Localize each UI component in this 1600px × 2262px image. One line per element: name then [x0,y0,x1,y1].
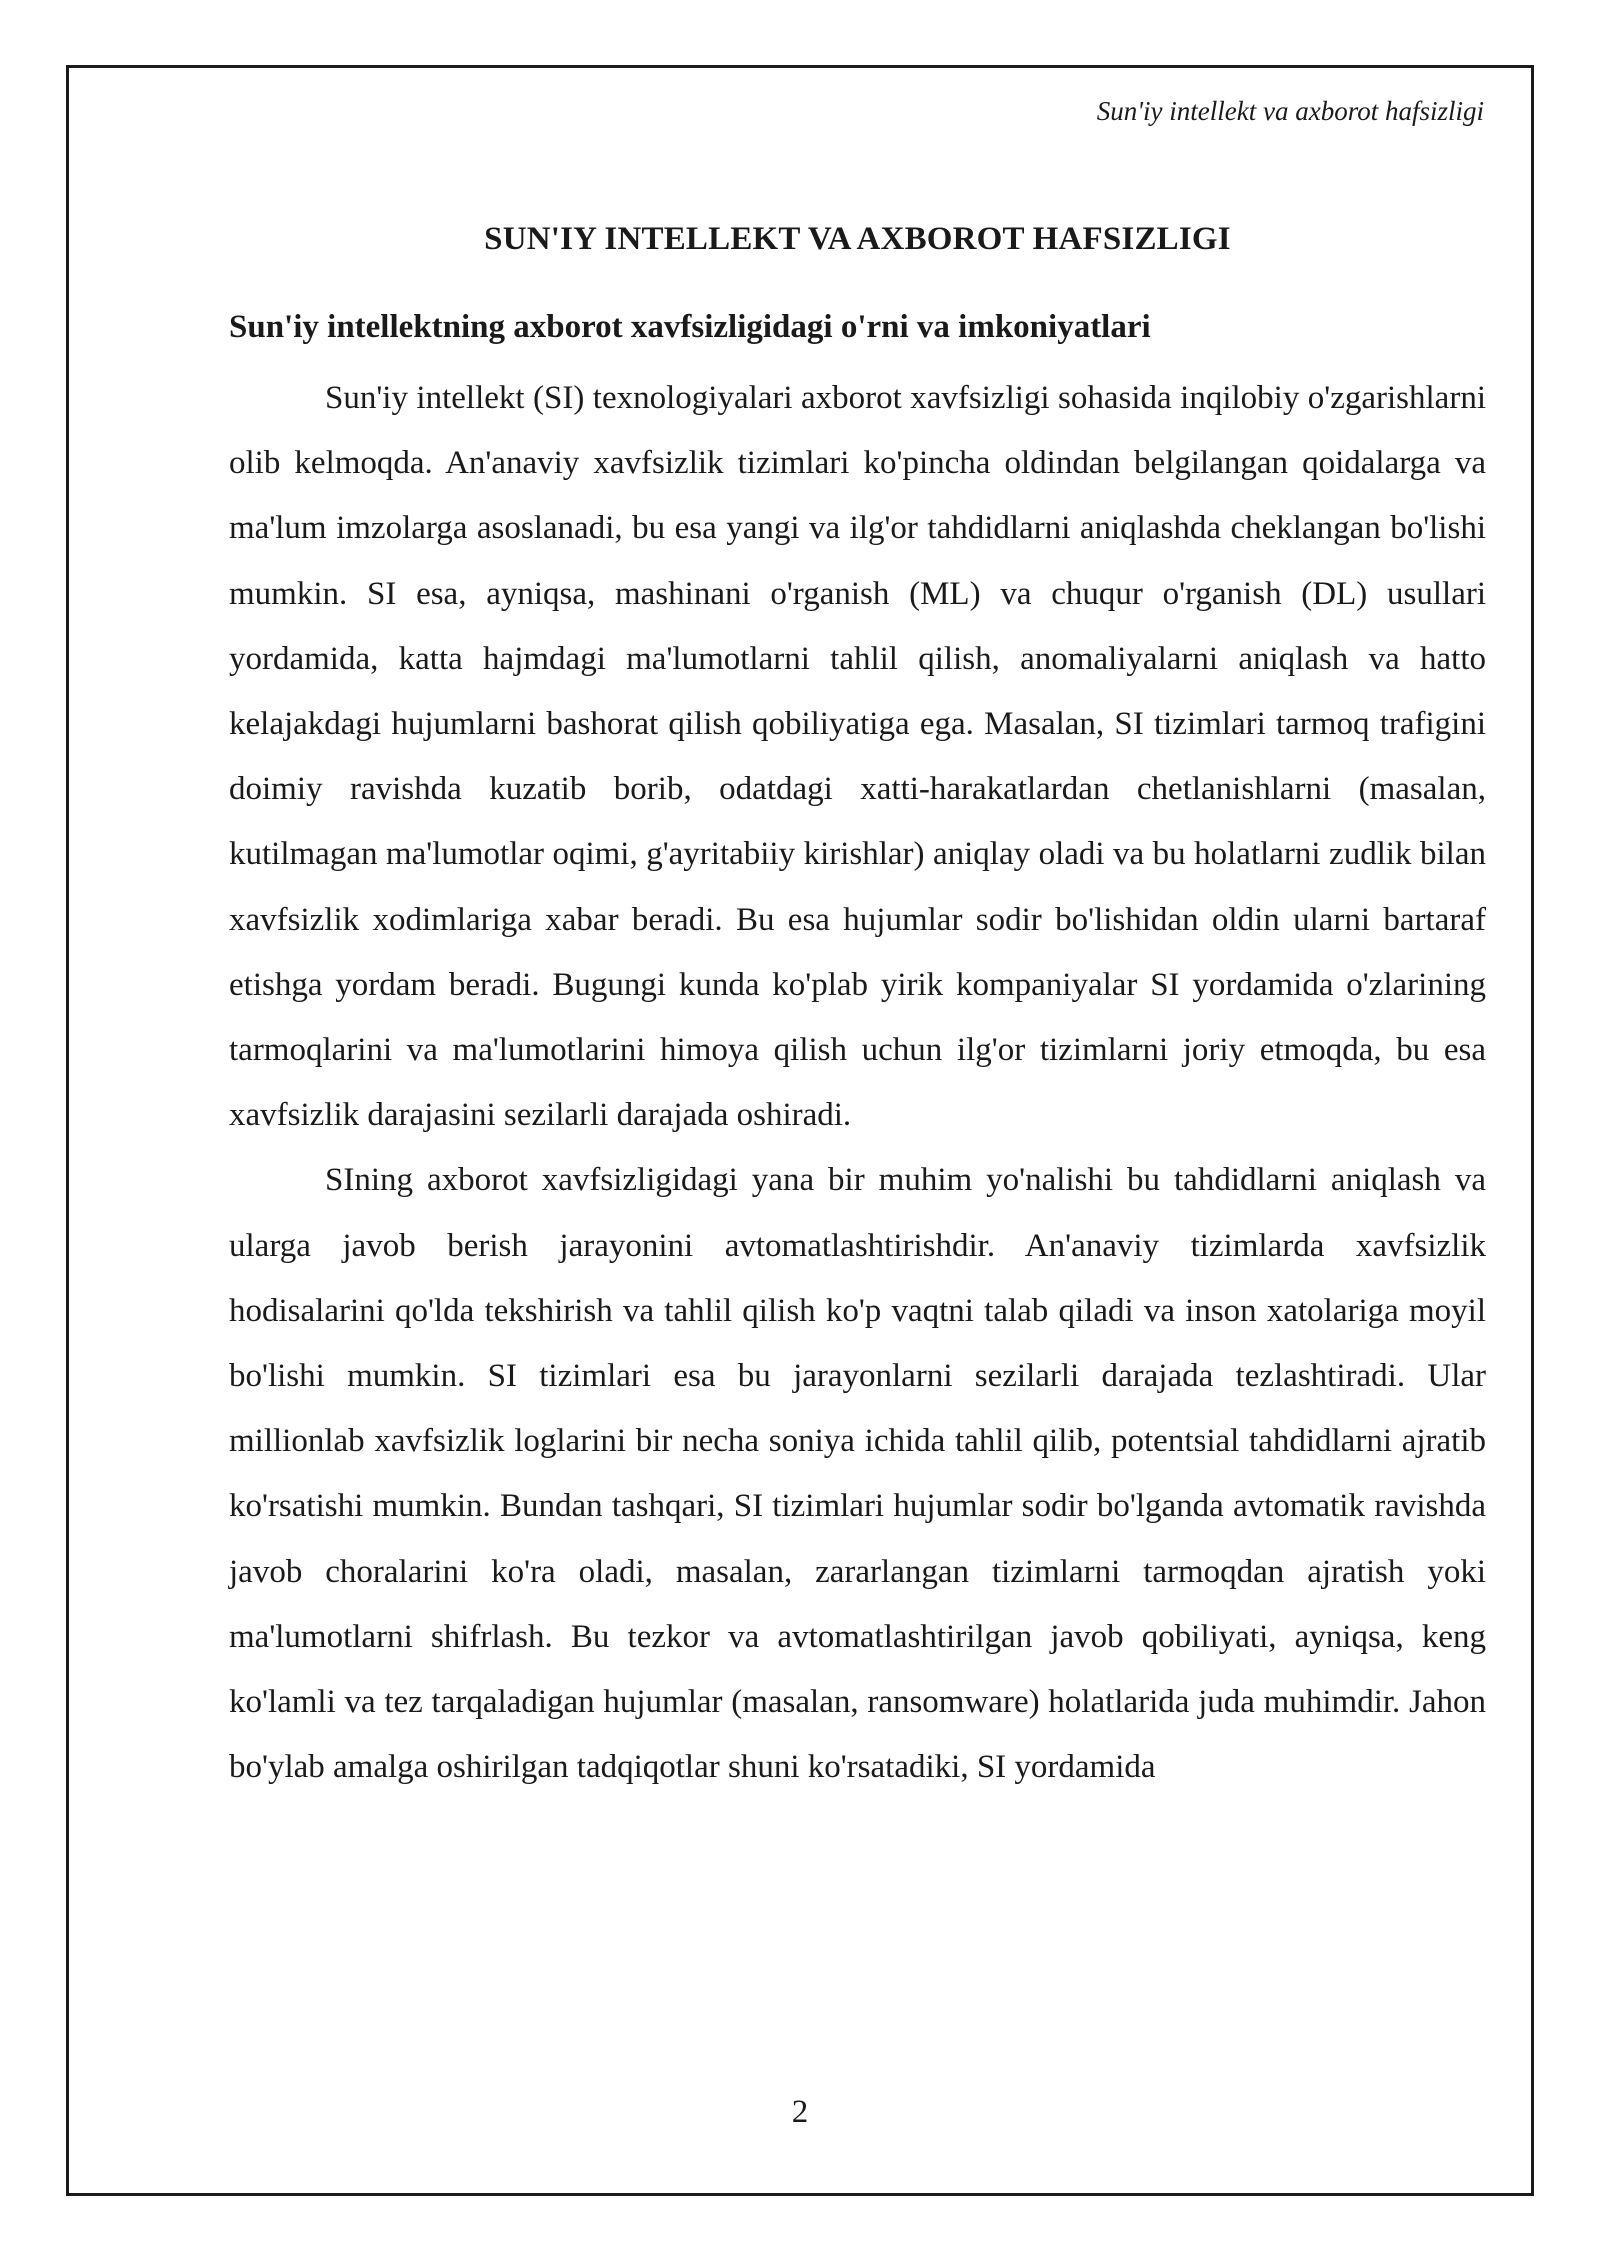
section-heading: Sun'iy intellektning axborot xavfsizligidagi o'rni va imkoniyatlari [229,309,1151,345]
page-number: 2 [791,2094,809,2130]
running-header: Sun'iy intellekt va axborot hafsizligi [1096,96,1484,126]
paragraph-2: SIning axborot xavfsizligidagi yana bir muhim yo'nalishi bu tahdidlarni aniqlash va ularga javob berish jarayonini avtomatlashtirishdir. An'anaviy tizimlarda xavfsizlik hodisalarini qo'lda tekshirish va tahlil qilish ko'p vaqtni talab qiladi va inson xatolariga moyil bo'lishi mumkin. SI tizimlari esa bu jarayonlarni sezilarli darajada tezlashtiradi. Ular millionlab xavfsizlik loglarini bir necha soniya ichida tahlil qilib, potentsial tahdidlarni ajratib ko'rsatishi mumkin. Bundan tashqari, SI tizimlari hujumlar sodir bo'lganda avtomatik ravishda javob choralarini ko'ra oladi, masalan, zararlangan tizimlarni tarmoqdan ajratish yoki ma'lumotlarni shifrlash. Bu tezkor va avtomatlashtirilgan javob qobiliyati, ayniqsa, keng ko'lamli va tez tarqaladigan hujumlar (masalan, ransomware) holatlarida juda muhimdir. Jahon bo'ylab amalga oshirilgan tadqiqotlar shuni ko'rsatadiki, SI yordamida [229,1162,1486,1786]
paragraph-1: Sun'iy intellekt (SI) texnologiyalari axborot xavfsizligi sohasida inqilobiy o'zgarishlarni olib kelmoqda. An'anaviy xavfsizlik tizimlari ko'pincha oldindan belgilangan qoidalarga va ma'lum imzolarga asoslanadi, bu esa yangi va ilg'or tahdidlarni aniqlashda cheklangan bo'lishi mumkin. SI esa, ayniqsa, mashinani o'rganish (ML) va chuqur o'rganish (DL) usullari yordamida, katta hajmdagi ma'lumotlarni tahlil qilish, anomaliyalarni aniqlash va hatto kelajakdagi hujumlarni bashorat qilish qobiliyatiga ega. Masalan, SI tizimlari tarmoq trafigini doimiy ravishda kuzatib borib, odatdagi xatti-harakatlardan chetlanishlarni (masalan, kutilmagan ma'lumotlar oqimi, g'ayritabiiy kirishlar) aniqlay oladi va bu holatlarni zudlik bilan xavfsizlik xodimlariga xabar beradi. Bu esa hujumlar sodir bo'lishidan oldin ularni bartaraf etishga yordam beradi. Bugungi kunda ko'plab yirik kompaniyalar SI yordamida o'zlarining tarmoqlarini va ma'lumotlarini himoya qilish uchun ilg'or tizimlarni joriy etmoqda, bu esa xavfsizlik darajasini sezilarli darajada oshiradi. [229,380,1486,1134]
document-body [229,214,1486,1800]
document-title: SUN'IY INTELLEKT VA AXBOROT HAFSIZLIGI [484,221,1231,257]
